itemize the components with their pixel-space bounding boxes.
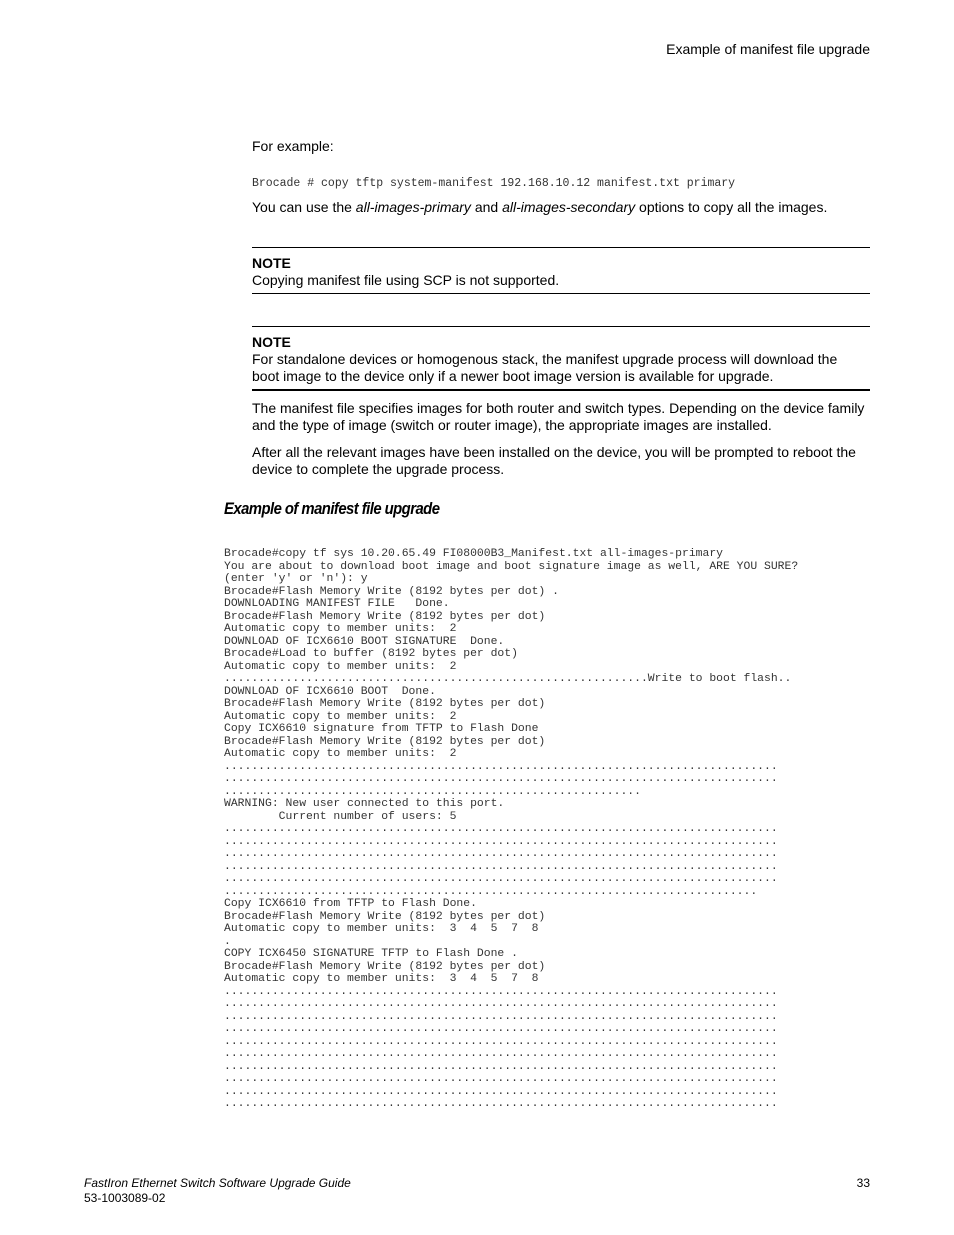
- footer-doc-number: 53-1003089-02: [84, 1191, 166, 1205]
- output-line: .................................................................................: [224, 985, 778, 998]
- paragraph-line: and the type of image (switch or router image), the appropriate images are installed.: [252, 417, 772, 433]
- output-line: .................................................................................: [224, 1085, 778, 1098]
- reboot-paragraph: [252, 444, 870, 479]
- footer-doc-info: [84, 1176, 351, 1206]
- option-all-images-secondary: all-images-secondary: [502, 198, 636, 215]
- output-line: Automatic copy to member units: 2: [224, 623, 457, 635]
- output-line: Brocade#Flash Memory Write (8192 bytes per dot): [224, 960, 546, 973]
- paragraph-line: The manifest file specifies images for both router and switch types. Depending on the device family: [252, 399, 865, 416]
- output-line: .................................................................................: [224, 848, 778, 860]
- section-heading: Example of manifest file upgrade: [224, 500, 440, 518]
- output-line: Automatic copy to member units: 2: [224, 710, 457, 723]
- options-text-1: You can use the: [252, 198, 356, 215]
- output-line: COPY ICX6450 SIGNATURE TFTP to Flash Done .: [224, 948, 518, 960]
- note-title: NOTE: [252, 333, 291, 350]
- note-body-line-2: boot image to the device only if a newer boot image version is available for upgrade.: [252, 368, 774, 384]
- output-line: Brocade#Load to buffer (8192 bytes per dot): [224, 648, 518, 660]
- output-line: DOWNLOADING MANIFEST FILE Done.: [224, 598, 450, 610]
- output-line: .................................................................................: [224, 760, 778, 773]
- for-example-label: For example:: [252, 138, 334, 154]
- output-line: Brocade#Flash Memory Write (8192 bytes per dot): [224, 698, 546, 710]
- output-line: DOWNLOAD OF ICX6610 BOOT SIGNATURE Done.: [224, 635, 505, 648]
- note-body: Copying manifest file using SCP is not supported.: [252, 272, 560, 288]
- options-paragraph: [252, 199, 870, 217]
- output-line: .................................................................................: [224, 1010, 778, 1023]
- output-line: .................................................................................: [224, 1023, 778, 1035]
- output-line: DOWNLOAD OF ICX6610 BOOT Done.: [224, 685, 436, 698]
- manifest-paragraph: [252, 400, 870, 435]
- footer-guide-title: FastIron Ethernet Switch Software Upgrade Guide: [84, 1176, 351, 1190]
- options-text-3: options to copy all the images.: [635, 198, 828, 215]
- output-line: .................................................................................: [224, 1060, 778, 1073]
- output-line: .................................................................................: [224, 998, 778, 1010]
- note-scp: [252, 247, 870, 294]
- output-line: .................................................................................: [224, 1073, 778, 1085]
- paragraph-line: After all the relevant images have been installed on the device, you will be prompted to reboot the: [252, 443, 856, 460]
- running-header: Example of manifest file upgrade: [666, 41, 870, 57]
- paragraph-line: device to complete the upgrade process.: [252, 461, 505, 477]
- output-line: Automatic copy to member units: 3 4 5 7 8: [224, 973, 539, 985]
- option-all-images-primary: all-images-primary: [355, 198, 471, 215]
- output-line: (enter 'y' or 'n'): y: [224, 573, 368, 585]
- output-line: .: [224, 935, 231, 948]
- output-line: Brocade#Flash Memory Write (8192 bytes per dot): [224, 910, 546, 923]
- output-line: You are about to download boot image and boot signature image as well, ARE YOU SURE?: [224, 560, 799, 573]
- output-line: .................................................................................: [224, 835, 778, 848]
- main-content: [252, 138, 870, 479]
- output-line: Automatic copy to member units: 2: [224, 748, 457, 760]
- output-line: Brocade#copy tf sys 10.20.65.49 FI08000B3_Manifest.txt all-images-primary: [224, 548, 723, 560]
- note-boot-image: [252, 326, 870, 391]
- page-number: 33: [856, 1176, 870, 1190]
- output-line: .................................................................................: [224, 873, 778, 885]
- example-output-block: [224, 548, 874, 1111]
- output-line: ..............................................................Write to boot flash..: [224, 673, 792, 685]
- output-line: Copy ICX6610 from TFTP to Flash Done.: [224, 898, 477, 910]
- output-line: .................................................................................: [224, 1098, 778, 1110]
- output-line: Current number of users: 5: [224, 810, 457, 823]
- output-line: .............................................................: [224, 785, 641, 798]
- output-line: Brocade#Flash Memory Write (8192 bytes per dot): [224, 735, 546, 748]
- options-text-2: and: [470, 198, 503, 215]
- output-line: Brocade#Flash Memory Write (8192 bytes per dot): [224, 610, 546, 623]
- output-line: .................................................................................: [224, 1048, 778, 1060]
- output-line: .................................................................................: [224, 773, 778, 785]
- note-title: NOTE: [252, 255, 291, 271]
- output-line: Automatic copy to member units: 3 4 5 7 8: [224, 923, 539, 935]
- output-line: Brocade#Flash Memory Write (8192 bytes per dot) .: [224, 585, 559, 598]
- example-command: Brocade # copy tftp system-manifest 192.168.10.12 manifest.txt primary: [252, 176, 736, 190]
- output-line: .................................................................................: [224, 823, 778, 835]
- note-body-line-1: For standalone devices or homogenous stack, the manifest upgrade process will download the: [252, 350, 838, 367]
- output-line: WARNING: New user connected to this port.: [224, 798, 505, 810]
- output-line: Automatic copy to member units: 2: [224, 660, 457, 673]
- output-line: Copy ICX6610 signature from TFTP to Flash Done: [224, 723, 539, 735]
- output-line: .................................................................................: [224, 860, 778, 873]
- output-line: .................................................................................: [224, 1035, 778, 1048]
- output-line: ..............................................................................: [224, 885, 758, 898]
